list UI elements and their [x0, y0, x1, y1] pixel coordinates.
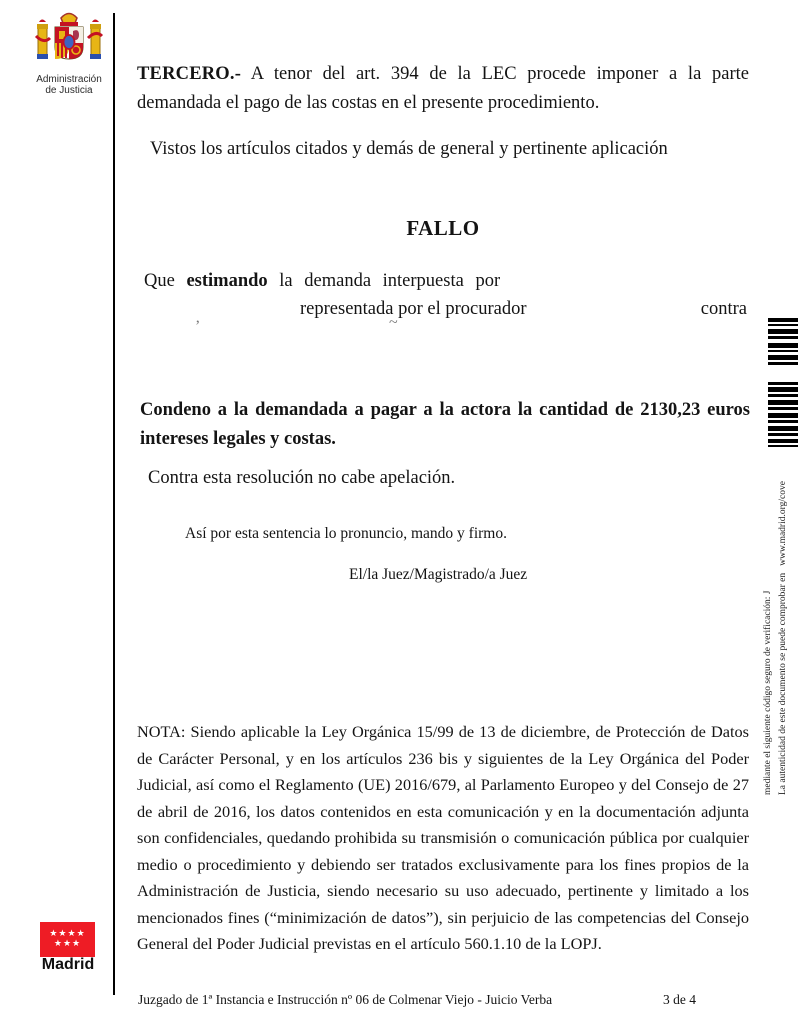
vertical-rule	[113, 13, 115, 995]
org-caption-line2: de Justicia	[45, 85, 93, 96]
org-caption	[18, 74, 120, 96]
paragraph-juez: El/la Juez/Magistrado/a Juez	[349, 566, 528, 583]
paragraph-nota: NOTA: Siendo aplicable la Ley Orgánica 15/99 de 13 de diciembre, de Protección de Datos de Carácter Personal, y en los artículos 236 bis y siguientes de la Ley Orgánica del Poder Judicial, así como el Reglamento (UE) 2016/679, al Parlamento Europeo y del Consejo de 27 de abril de 2016, los datos contenidos en esta comunicación y en la documentación adjunta son confidenciales, quedando prohibida su transmisión o comunicación pública por cualquier medio o procedimiento y debiendo ser tratados exclusivamente para los fines propios de la Administración de Justicia, siendo necesario su uso adecuado, pertinente y limitado a los mencionados fines (“minimización de datos”), sin perjuicio de las competencias del Consejo General del Poder Judicial previstas en el artículo 560.1.10 de la LOPJ.	[137, 722, 749, 953]
fallo-line2-end: contra	[700, 299, 747, 319]
fallo-line1-bold: estimando	[186, 271, 268, 291]
fallo-line1-post: la demanda interpuesta por	[279, 271, 501, 291]
paragraph-vistos: Vistos los artículos citados y demás de general y pertinente aplicación	[150, 139, 668, 159]
fallo-line2-text: representada por el procurador	[300, 299, 527, 319]
fallo-line1	[144, 271, 749, 292]
footer-page-indicator: 3 de 4	[663, 992, 696, 1007]
fallo-line3-redacted-marks	[137, 316, 749, 334]
fallo-line1-pre: Que	[144, 271, 175, 291]
paragraph-tercero	[137, 60, 749, 118]
spain-coat-of-arms-icon	[33, 8, 105, 72]
footer-court-line: Juzgado de 1ª Instancia e Instrucción nº 06 de Colmenar Viejo - Juicio Verba	[138, 992, 553, 1007]
paragraph-contra-resolucion: Contra esta resolución no cabe apelación.	[148, 468, 456, 488]
fallo-heading: FALLO	[406, 216, 480, 240]
madrid-flag-stars-row2: ★★★	[53, 938, 82, 948]
barcode-icon	[768, 318, 798, 365]
barcode-icon	[768, 382, 798, 447]
paragraph-condeno: Condeno a la demandada a pagar a la actora la cantidad de 2130,23 euros intereses legales y costas.	[140, 400, 750, 449]
madrid-flag-stars-row1: ★★★★	[49, 928, 86, 938]
tercero-text: A tenor del art. 394 de la LEC procede imponer a la parte demandada el pago de las costas en el presente procedimiento.	[137, 64, 749, 113]
verification-line2: mediante el siguiente código seguro de verificación: J	[763, 590, 773, 795]
redaction-mark: ’	[195, 318, 201, 335]
redaction-mark: ~	[389, 314, 398, 331]
paragraph-sentencia: Así por esta sentencia lo pronuncio, mando y firmo.	[185, 525, 507, 542]
org-caption-line1: Administración	[36, 74, 102, 85]
verification-line1: La autenticidad de este documento se puede comprobar en www.madrid.org/cove	[778, 481, 788, 795]
madrid-logo-label: Madrid	[41, 956, 95, 973]
madrid-flag-icon	[40, 922, 95, 957]
verification-vertical-text	[761, 455, 791, 795]
tercero-label: TERCERO.-	[137, 64, 242, 84]
